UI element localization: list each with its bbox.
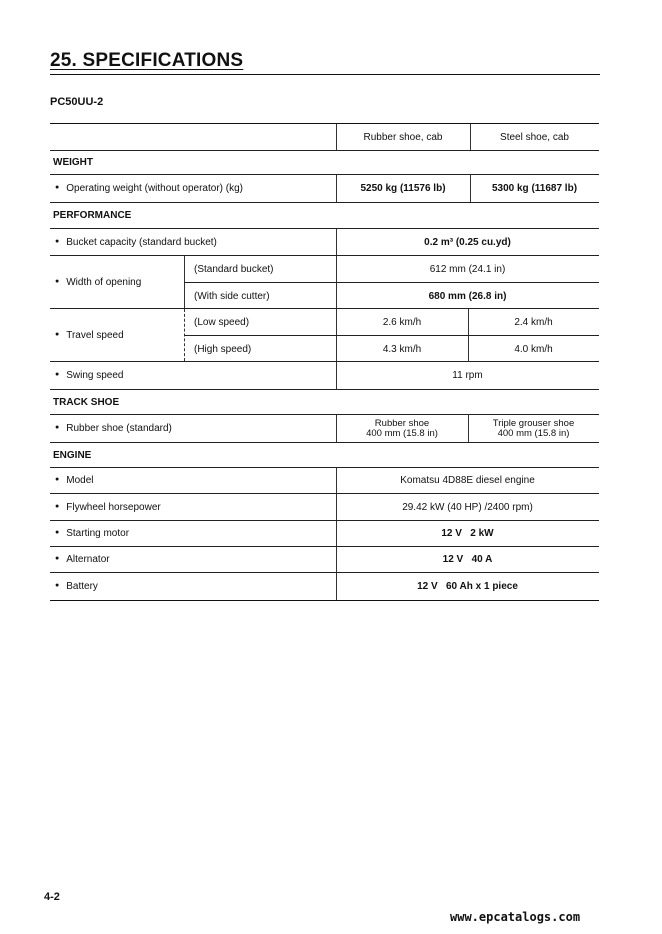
label: ● Swing speed (50, 362, 336, 389)
row-swing-speed (50, 362, 599, 390)
row-operating-weight (50, 175, 599, 203)
value: 11 rpm (452, 370, 483, 381)
title-rule (50, 74, 600, 75)
value-low-rubber: 2.6 km/h (382, 316, 422, 328)
section-track-shoe (50, 390, 599, 415)
spec-table (50, 123, 599, 601)
row-bucket-capacity (50, 229, 599, 256)
footer-url[interactable]: www.epcatalogs.com (450, 910, 581, 924)
value: Komatsu 4D88E diesel engine (400, 475, 535, 486)
value: 12 V 60 Ah x 1 piece (417, 581, 518, 592)
row-travel-speed (50, 309, 599, 362)
value-high-rubber: 4.3 km/h (382, 343, 422, 355)
row-model (50, 468, 599, 494)
value: 29.42 kW (40 HP) /2400 rpm) (402, 501, 533, 513)
header-row (50, 123, 599, 151)
label: ● Alternator (50, 547, 336, 572)
value-steel: 5300 kg (11687 lb) (491, 183, 578, 194)
section-label: ENGINE (53, 449, 92, 461)
section-label: WEIGHT (53, 157, 93, 168)
value: 12 V 2 kW (441, 528, 494, 539)
value-line1: Triple grouser shoe (492, 417, 575, 429)
value: 0.2 m³ (0.25 cu.yd) (424, 236, 511, 248)
value-low-steel: 2.4 km/h (514, 316, 553, 328)
value-line2: 400 mm (15.8 in) (497, 427, 570, 439)
value-rubber: 5250 kg (11576 lb) (360, 183, 446, 194)
label: ● Starting motor (50, 521, 336, 546)
page-title: 25. SPECIFICATIONS (50, 50, 244, 71)
row-width-of-opening (50, 256, 599, 309)
model-name: PC50UU-2 (50, 96, 104, 108)
label: ● Flywheel horsepower (50, 494, 336, 520)
label: ● Travel speed (50, 309, 184, 361)
value-rubber (336, 415, 468, 442)
sub-label-standard: (Standard bucket) (194, 263, 274, 275)
header-rubber: Rubber shoe, cab (363, 131, 443, 143)
header-steel: Steel shoe, cab (500, 131, 569, 143)
label: ● Model (50, 468, 336, 493)
sub-label-cutter: (With side cutter) (194, 290, 270, 302)
row-starting-motor (50, 521, 599, 547)
section-label: PERFORMANCE (53, 210, 132, 221)
value-line1: Rubber shoe (374, 417, 430, 429)
page-number: 4-2 (44, 891, 60, 903)
value-steel (468, 415, 599, 442)
section-weight (50, 151, 599, 175)
row-rubber-shoe (50, 415, 599, 443)
row-flywheel (50, 494, 599, 521)
value-cutter: 680 mm (26.8 in) (428, 290, 507, 302)
sub-label-low: (Low speed) (194, 316, 250, 328)
section-performance (50, 203, 599, 229)
row-alternator (50, 547, 599, 573)
value: 12 V 40 A (442, 554, 493, 565)
row-battery (50, 573, 599, 601)
label: ● Width of opening (50, 256, 184, 308)
section-label: TRACK SHOE (53, 396, 120, 408)
label: ● Bucket capacity (standard bucket) (50, 229, 336, 255)
sub-label-high: (High speed) (194, 343, 252, 355)
section-engine (50, 443, 599, 468)
value-high-steel: 4.0 km/h (514, 343, 553, 355)
label: ● Operating weight (without operator) (kg) (50, 175, 336, 202)
value-line2: 400 mm (15.8 in) (366, 427, 438, 439)
label: ● Battery (50, 573, 336, 600)
value-standard: 612 mm (24.1 in) (429, 263, 506, 275)
label: ● Rubber shoe (standard) (50, 415, 336, 442)
